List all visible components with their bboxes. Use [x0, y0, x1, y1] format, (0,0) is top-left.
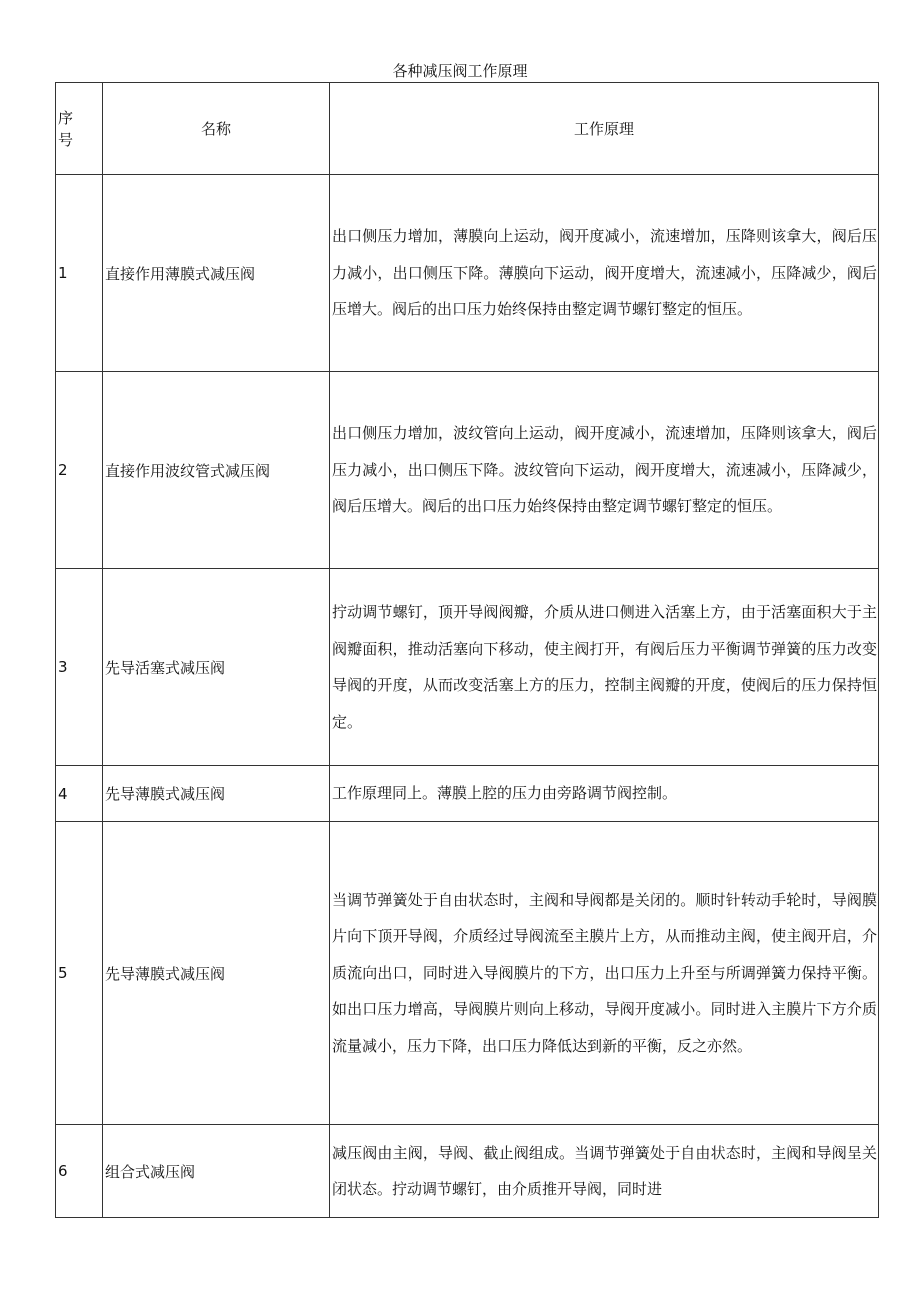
header-no [56, 83, 103, 175]
table-header-row [56, 83, 879, 175]
valve-principle-table [55, 82, 879, 1218]
page-title: 各种减压阀工作原理 [392, 62, 528, 80]
row-principle: 出口侧压力增加，波纹管向上运动，阀开度减小，流速增加，压降则该拿大，阀后压力减小，出口侧压下降。波纹管向下运动，阀开度增大，流速减小，压降减少，阀后压增大。阀后的出口压力始终保持由整定调节螺钉整定的恒压。 [330, 372, 879, 569]
row-name: 先导活塞式减压阀 [103, 569, 330, 766]
table-row [56, 1125, 879, 1218]
table-row [56, 822, 879, 1125]
header-principle: 工作原理 [330, 83, 879, 175]
table-row [56, 569, 879, 766]
row-no: 1 [56, 175, 103, 372]
row-principle: 减压阀由主阀，导阀、截止阀组成。当调节弹簧处于自由状态时，主阀和导阀呈关闭状态。拧动调节螺钉，由介质推开导阀，同时进 [330, 1125, 879, 1218]
table-row [56, 766, 879, 822]
row-principle: 出口侧压力增加，薄膜向上运动，阀开度减小，流速增加，压降则该拿大，阀后压力减小，出口侧压下降。薄膜向下运动，阀开度增大，流速减小，压降减少，阀后压增大。阀后的出口压力始终保持由整定调节螺钉整定的恒压。 [330, 175, 879, 372]
row-principle: 拧动调节螺钉，顶开导阀阀瓣，介质从进口侧进入活塞上方，由于活塞面积大于主阀瓣面积，推动活塞向下移动，使主阀打开，有阀后压力平衡调节弹簧的压力改变导阀的开度，从而改变活塞上方的压力，控制主阀瓣的开度，使阀后的压力保持恒定。 [330, 569, 879, 766]
row-no: 3 [56, 569, 103, 766]
row-no: 6 [56, 1125, 103, 1218]
header-no-line2: 号 [58, 130, 74, 149]
row-principle: 当调节弹簧处于自由状态时，主阀和导阀都是关闭的。顺时针转动手轮时，导阀膜片向下顶开导阀，介质经过导阀流至主膜片上方，从而推动主阀，使主阀开启，介质流向出口，同时进入导阀膜片的下方，出口压力上升至与所调弹簧力保持平衡。如出口压力增高，导阀膜片则向上移动，导阀开度减小。同时进入主膜片下方介质流量减小，压力下降，出口压力降低达到新的平衡，反之亦然。 [330, 822, 879, 1125]
row-name: 先导薄膜式减压阀 [103, 766, 330, 822]
header-no-line1: 序 [58, 108, 74, 127]
table-row [56, 372, 879, 569]
row-principle: 工作原理同上。薄膜上腔的压力由旁路调节阀控制。 [330, 766, 879, 822]
row-name: 先导薄膜式减压阀 [103, 822, 330, 1125]
row-no: 5 [56, 822, 103, 1125]
row-name: 直接作用波纹管式减压阀 [103, 372, 330, 569]
header-name: 名称 [103, 83, 330, 175]
row-no: 2 [56, 372, 103, 569]
row-name: 直接作用薄膜式减压阀 [103, 175, 330, 372]
table-row [56, 175, 879, 372]
row-no: 4 [56, 766, 103, 822]
row-name: 组合式减压阀 [103, 1125, 330, 1218]
